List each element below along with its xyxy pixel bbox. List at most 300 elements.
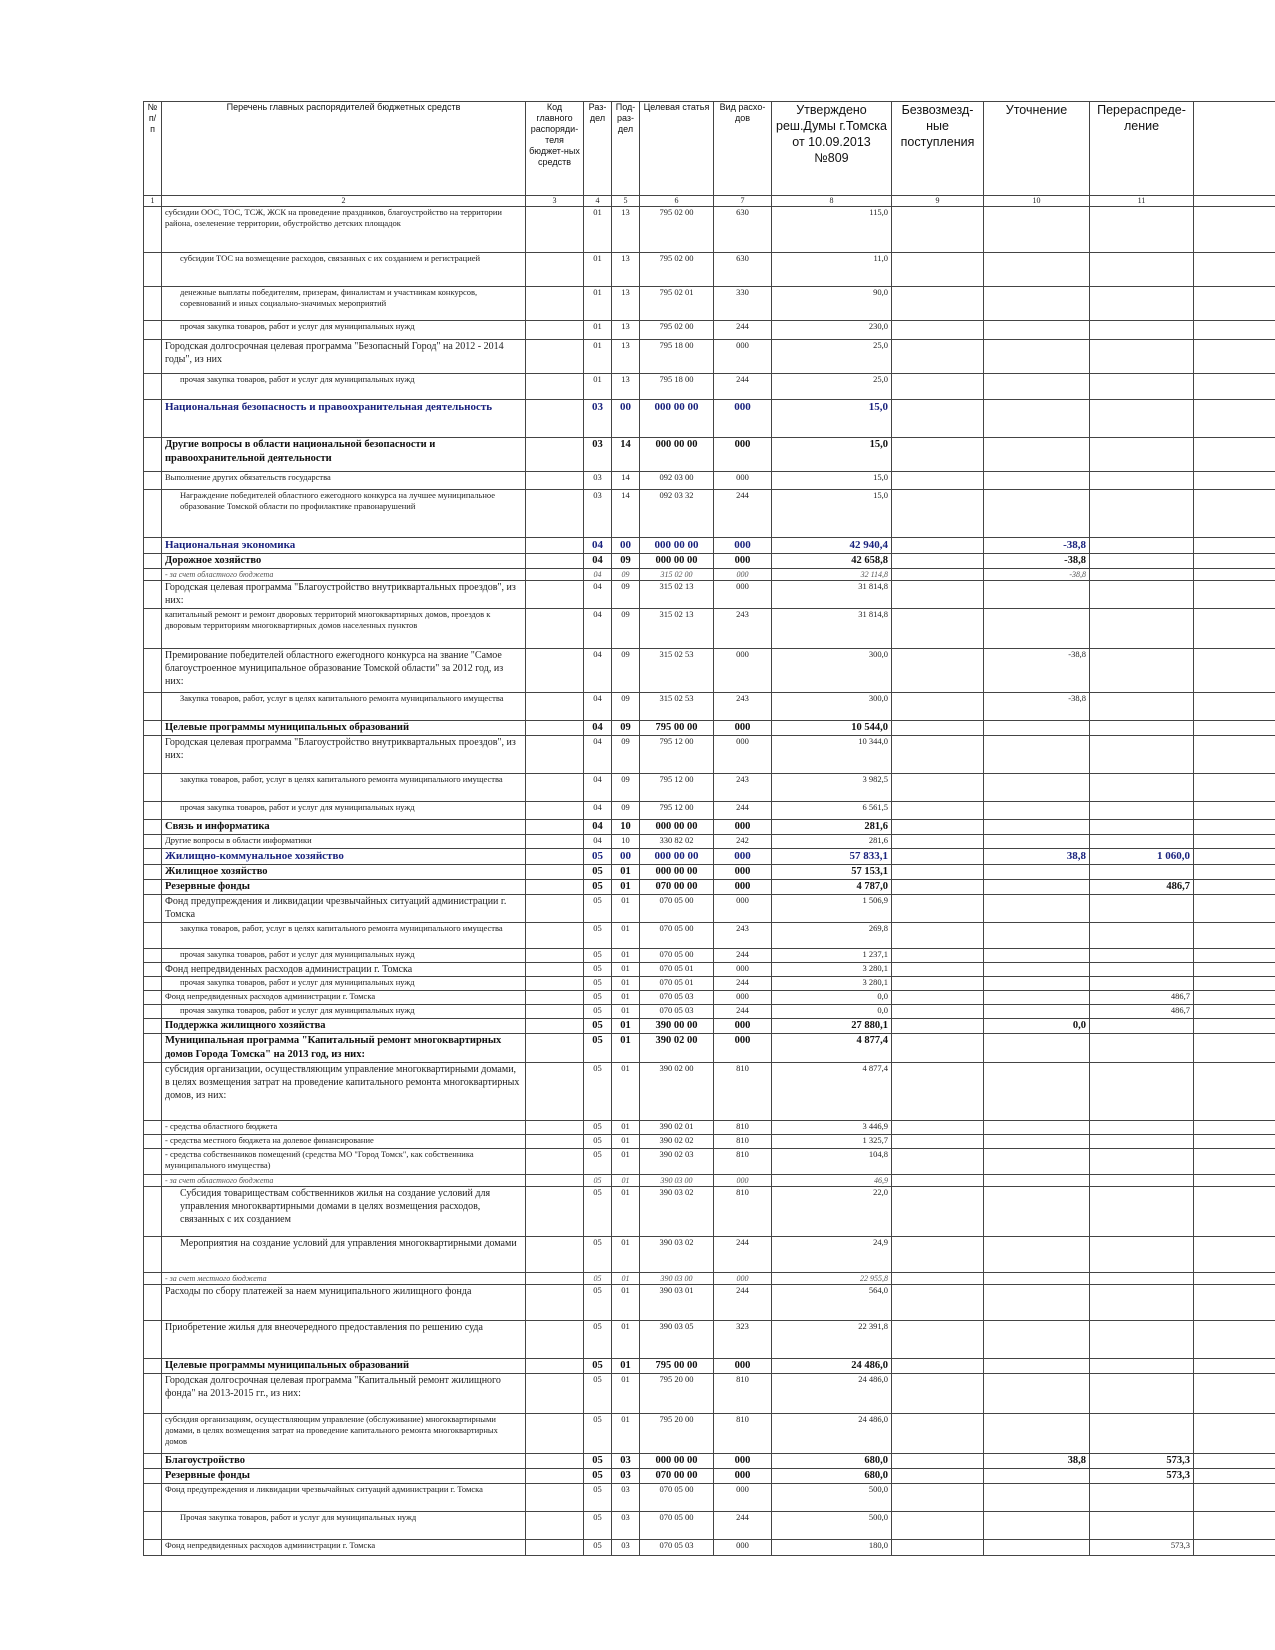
row-type: 000	[714, 1034, 772, 1063]
row-approved: 57 833,1	[772, 849, 892, 865]
row-razdel: 05	[584, 1187, 612, 1237]
row-approved: 46,9	[772, 1175, 892, 1187]
table-row	[144, 1540, 1275, 1556]
row-approved: 0,0	[772, 1005, 892, 1019]
row-empty	[1194, 400, 1275, 438]
col-num: 9	[892, 196, 984, 207]
row-razdel: 04	[584, 693, 612, 721]
row-podrazdel: 13	[612, 287, 640, 321]
row-razdel: 05	[584, 1121, 612, 1135]
row-empty	[1194, 1187, 1275, 1237]
row-free-receipts	[892, 1359, 984, 1374]
row-empty	[1194, 721, 1275, 736]
row-clarification	[984, 1374, 1090, 1414]
row-podrazdel: 03	[612, 1484, 640, 1512]
row-free-receipts	[892, 400, 984, 438]
row-empty	[144, 1237, 162, 1273]
row-free-receipts	[892, 693, 984, 721]
row-free-receipts	[892, 1175, 984, 1187]
row-redistribution	[1090, 581, 1194, 609]
row-razdel: 01	[584, 374, 612, 400]
row-clarification	[984, 490, 1090, 538]
row-empty	[144, 538, 162, 554]
row-free-receipts	[892, 1019, 984, 1034]
row-redistribution	[1090, 1484, 1194, 1512]
row-empty	[1194, 1414, 1275, 1454]
row-target: 390 02 01	[640, 1121, 714, 1135]
row-target: 070 00 00	[640, 1469, 714, 1484]
row-type: 810	[714, 1149, 772, 1175]
row-free-receipts	[892, 949, 984, 963]
row-target: 795 20 00	[640, 1414, 714, 1454]
row-empty	[1194, 820, 1275, 835]
table-row	[144, 1175, 1275, 1187]
row-name: - средства местного бюджета на долевое финансирование	[162, 1135, 526, 1149]
row-empty	[144, 340, 162, 374]
row-type: 000	[714, 1273, 772, 1285]
row-podrazdel: 01	[612, 923, 640, 949]
row-clarification	[984, 253, 1090, 287]
row-razdel: 04	[584, 649, 612, 693]
row-empty	[144, 1149, 162, 1175]
row-type: 244	[714, 490, 772, 538]
row-name: Резервные фонды	[162, 880, 526, 895]
row-approved: 300,0	[772, 649, 892, 693]
row-podrazdel: 01	[612, 1414, 640, 1454]
row-razdel: 01	[584, 287, 612, 321]
row-name: Субсидия товариществам собственников жилья на создание условий для управления многоквартирными домами в целях возмещения расходов, связанных с их созданием	[162, 1187, 526, 1237]
row-approved: 104,8	[772, 1149, 892, 1175]
row-empty	[1194, 991, 1275, 1005]
row-podrazdel: 14	[612, 438, 640, 472]
row-redistribution	[1090, 820, 1194, 835]
row-free-receipts	[892, 1063, 984, 1121]
row-target: 390 03 02	[640, 1237, 714, 1273]
row-empty	[144, 1034, 162, 1063]
table-row	[144, 820, 1275, 835]
row-razdel: 04	[584, 554, 612, 569]
row-clarification: -38,8	[984, 693, 1090, 721]
row-type: 244	[714, 374, 772, 400]
row-redistribution	[1090, 1121, 1194, 1135]
row-redistribution	[1090, 865, 1194, 880]
table-row	[144, 835, 1275, 849]
row-name: прочая закупка товаров, работ и услуг для муниципальных нужд	[162, 977, 526, 991]
table-row	[144, 321, 1275, 340]
row-podrazdel: 09	[612, 581, 640, 609]
row-name: Жилищно-коммунальное хозяйство	[162, 849, 526, 865]
row-clarification	[984, 374, 1090, 400]
row-podrazdel: 01	[612, 1175, 640, 1187]
header-redistribution: Перераспреде-ление	[1090, 102, 1194, 196]
table-row	[144, 538, 1275, 554]
row-razdel: 01	[584, 340, 612, 374]
row-clarification	[984, 1063, 1090, 1121]
row-target: 330 82 02	[640, 835, 714, 849]
table-row	[144, 569, 1275, 581]
row-name: субсидии ТОС на возмещение расходов, связанных с их созданием и регистрацией	[162, 253, 526, 287]
row-redistribution	[1090, 1273, 1194, 1285]
row-type: 000	[714, 1359, 772, 1374]
row-name: Поддержка жилищного хозяйства	[162, 1019, 526, 1034]
row-razdel: 05	[584, 895, 612, 923]
row-free-receipts	[892, 207, 984, 253]
row-approved: 6 561,5	[772, 802, 892, 820]
row-empty	[1194, 609, 1275, 649]
table-row	[144, 895, 1275, 923]
row-free-receipts	[892, 963, 984, 977]
row-empty	[1194, 554, 1275, 569]
row-type: 000	[714, 400, 772, 438]
row-podrazdel: 09	[612, 609, 640, 649]
row-podrazdel: 10	[612, 835, 640, 849]
row-code	[526, 207, 584, 253]
row-empty	[144, 774, 162, 802]
table-row	[144, 923, 1275, 949]
row-target: 315 02 00	[640, 569, 714, 581]
row-empty	[1194, 1484, 1275, 1512]
row-redistribution	[1090, 1237, 1194, 1273]
header-code: Код главного распоряди-теля бюджет-ных средств	[526, 102, 584, 196]
row-redistribution	[1090, 835, 1194, 849]
row-empty	[144, 736, 162, 774]
row-approved: 180,0	[772, 1540, 892, 1556]
row-code	[526, 895, 584, 923]
col-num: 2	[162, 196, 526, 207]
row-razdel: 05	[584, 1512, 612, 1540]
row-name: закупка товаров, работ, услуг в целях капитального ремонта муниципального имущества	[162, 923, 526, 949]
row-type: 000	[714, 538, 772, 554]
table-row	[144, 207, 1275, 253]
row-type: 243	[714, 923, 772, 949]
row-target: 000 00 00	[640, 554, 714, 569]
row-razdel: 05	[584, 949, 612, 963]
row-clarification	[984, 438, 1090, 472]
row-empty	[1194, 1469, 1275, 1484]
row-empty	[144, 472, 162, 490]
row-free-receipts	[892, 736, 984, 774]
table-row	[144, 802, 1275, 820]
row-type: 242	[714, 835, 772, 849]
table-row	[144, 1149, 1275, 1175]
table-row	[144, 1359, 1275, 1374]
row-empty	[1194, 1285, 1275, 1321]
row-empty	[1194, 1063, 1275, 1121]
row-free-receipts	[892, 253, 984, 287]
row-name: Жилищное хозяйство	[162, 865, 526, 880]
header-num: № п/п	[144, 102, 162, 196]
row-target: 000 00 00	[640, 400, 714, 438]
row-code	[526, 923, 584, 949]
row-type: 810	[714, 1121, 772, 1135]
row-podrazdel: 01	[612, 1019, 640, 1034]
row-redistribution	[1090, 963, 1194, 977]
table-row	[144, 1512, 1275, 1540]
row-razdel: 05	[584, 1237, 612, 1273]
row-clarification	[984, 1034, 1090, 1063]
table-row	[144, 1187, 1275, 1237]
header-extra	[1194, 102, 1275, 196]
row-empty	[144, 1414, 162, 1454]
row-free-receipts	[892, 1273, 984, 1285]
row-empty	[1194, 1175, 1275, 1187]
row-name: денежные выплаты победителям, призерам, финалистам и участникам конкурсов, соревнований и иных социально-значимых мероприятий	[162, 287, 526, 321]
row-code	[526, 865, 584, 880]
row-type: 000	[714, 865, 772, 880]
row-redistribution	[1090, 438, 1194, 472]
row-type: 000	[714, 849, 772, 865]
row-empty	[144, 849, 162, 865]
row-clarification	[984, 1273, 1090, 1285]
header-name: Перечень главных распорядителей бюджетных средств	[162, 102, 526, 196]
row-redistribution	[1090, 1512, 1194, 1540]
row-name: Благоустройство	[162, 1454, 526, 1469]
row-empty	[1194, 581, 1275, 609]
row-empty	[1194, 1149, 1275, 1175]
row-free-receipts	[892, 1469, 984, 1484]
row-redistribution	[1090, 1019, 1194, 1034]
row-razdel: 05	[584, 1135, 612, 1149]
row-clarification	[984, 1121, 1090, 1135]
row-empty	[144, 554, 162, 569]
row-free-receipts	[892, 977, 984, 991]
row-razdel: 05	[584, 1484, 612, 1512]
row-type: 810	[714, 1063, 772, 1121]
row-type: 243	[714, 693, 772, 721]
row-type: 243	[714, 774, 772, 802]
row-code	[526, 400, 584, 438]
row-redistribution	[1090, 1135, 1194, 1149]
row-name: Городская долгосрочная целевая программа "Капитальный ремонт жилищного фонда" на 2013-2015 гг., из них:	[162, 1374, 526, 1414]
row-redistribution: 573,3	[1090, 1454, 1194, 1469]
row-target: 000 00 00	[640, 438, 714, 472]
row-target: 070 05 00	[640, 1484, 714, 1512]
row-approved: 90,0	[772, 287, 892, 321]
row-empty	[144, 287, 162, 321]
row-podrazdel: 13	[612, 321, 640, 340]
row-razdel: 05	[584, 1454, 612, 1469]
row-free-receipts	[892, 895, 984, 923]
row-podrazdel: 09	[612, 736, 640, 774]
row-approved: 24 486,0	[772, 1374, 892, 1414]
row-clarification	[984, 1414, 1090, 1454]
row-target: 390 02 02	[640, 1135, 714, 1149]
row-clarification	[984, 1285, 1090, 1321]
row-type: 000	[714, 581, 772, 609]
row-type: 000	[714, 895, 772, 923]
row-empty	[1194, 880, 1275, 895]
row-target: 390 03 02	[640, 1187, 714, 1237]
row-code	[526, 472, 584, 490]
row-empty	[1194, 1273, 1275, 1285]
row-redistribution	[1090, 1414, 1194, 1454]
row-code	[526, 880, 584, 895]
row-code	[526, 1187, 584, 1237]
row-podrazdel: 03	[612, 1469, 640, 1484]
header-podrazdel: Под-раз-дел	[612, 102, 640, 196]
row-approved: 15,0	[772, 438, 892, 472]
row-code	[526, 1237, 584, 1273]
row-empty	[1194, 321, 1275, 340]
row-target: 070 05 00	[640, 923, 714, 949]
row-type: 244	[714, 1512, 772, 1540]
row-approved: 680,0	[772, 1454, 892, 1469]
row-razdel: 04	[584, 774, 612, 802]
row-name: Другие вопросы в области информатики	[162, 835, 526, 849]
row-free-receipts	[892, 1414, 984, 1454]
row-podrazdel: 09	[612, 721, 640, 736]
row-podrazdel: 01	[612, 865, 640, 880]
row-name: прочая закупка товаров, работ и услуг для муниципальных нужд	[162, 802, 526, 820]
row-redistribution	[1090, 321, 1194, 340]
row-razdel: 04	[584, 581, 612, 609]
row-target: 070 05 00	[640, 949, 714, 963]
row-clarification	[984, 472, 1090, 490]
row-empty	[144, 1273, 162, 1285]
table-row	[144, 340, 1275, 374]
row-code	[526, 802, 584, 820]
row-code	[526, 253, 584, 287]
row-code	[526, 1121, 584, 1135]
row-clarification	[984, 1135, 1090, 1149]
row-empty	[144, 649, 162, 693]
row-target: 795 20 00	[640, 1374, 714, 1414]
row-empty	[144, 991, 162, 1005]
row-code	[526, 438, 584, 472]
row-name: прочая закупка товаров, работ и услуг для муниципальных нужд	[162, 374, 526, 400]
row-name: Целевые программы муниципальных образований	[162, 1359, 526, 1374]
row-razdel: 03	[584, 400, 612, 438]
table-row	[144, 1454, 1275, 1469]
row-empty	[144, 207, 162, 253]
row-redistribution	[1090, 895, 1194, 923]
row-empty	[1194, 287, 1275, 321]
row-name: закупка товаров, работ, услуг в целях капитального ремонта муниципального имущества	[162, 774, 526, 802]
row-podrazdel: 00	[612, 400, 640, 438]
row-code	[526, 991, 584, 1005]
row-approved: 300,0	[772, 693, 892, 721]
row-target: 070 05 00	[640, 895, 714, 923]
header-type: Вид расхо-дов	[714, 102, 772, 196]
row-redistribution: 486,7	[1090, 1005, 1194, 1019]
row-type: 244	[714, 1237, 772, 1273]
row-free-receipts	[892, 1512, 984, 1540]
row-type: 244	[714, 977, 772, 991]
row-empty	[144, 1321, 162, 1359]
row-empty	[1194, 340, 1275, 374]
table-row	[144, 1135, 1275, 1149]
row-redistribution	[1090, 400, 1194, 438]
row-razdel: 04	[584, 736, 612, 774]
row-empty	[1194, 736, 1275, 774]
row-podrazdel: 03	[612, 1540, 640, 1556]
row-empty	[1194, 438, 1275, 472]
row-approved: 3 280,1	[772, 963, 892, 977]
row-name: Национальная экономика	[162, 538, 526, 554]
row-approved: 500,0	[772, 1484, 892, 1512]
row-approved: 3 982,5	[772, 774, 892, 802]
table-row	[144, 736, 1275, 774]
row-clarification	[984, 949, 1090, 963]
row-approved: 22 391,8	[772, 1321, 892, 1359]
row-razdel: 03	[584, 490, 612, 538]
table-row	[144, 1273, 1275, 1285]
table-row	[144, 1019, 1275, 1034]
row-clarification	[984, 287, 1090, 321]
row-free-receipts	[892, 1237, 984, 1273]
row-empty	[1194, 963, 1275, 977]
row-clarification	[984, 865, 1090, 880]
row-empty	[144, 400, 162, 438]
row-redistribution	[1090, 649, 1194, 693]
row-razdel: 05	[584, 1273, 612, 1285]
row-clarification	[984, 1005, 1090, 1019]
row-target: 795 02 01	[640, 287, 714, 321]
row-approved: 10 344,0	[772, 736, 892, 774]
row-approved: 115,0	[772, 207, 892, 253]
row-target: 390 00 00	[640, 1019, 714, 1034]
row-razdel: 05	[584, 1469, 612, 1484]
row-code	[526, 977, 584, 991]
row-target: 390 03 05	[640, 1321, 714, 1359]
row-target: 000 00 00	[640, 820, 714, 835]
row-clarification	[984, 835, 1090, 849]
row-name: прочая закупка товаров, работ и услуг для муниципальных нужд	[162, 1005, 526, 1019]
row-approved: 680,0	[772, 1469, 892, 1484]
row-redistribution	[1090, 609, 1194, 649]
row-podrazdel: 00	[612, 538, 640, 554]
row-type: 244	[714, 949, 772, 963]
header-clarification: Уточнение	[984, 102, 1090, 196]
row-razdel: 04	[584, 609, 612, 649]
row-clarification	[984, 400, 1090, 438]
table-row	[144, 400, 1275, 438]
row-razdel: 05	[584, 1175, 612, 1187]
row-empty	[1194, 1019, 1275, 1034]
row-empty	[1194, 1540, 1275, 1556]
row-free-receipts	[892, 923, 984, 949]
row-clarification	[984, 820, 1090, 835]
row-code	[526, 1135, 584, 1149]
row-redistribution	[1090, 1149, 1194, 1175]
row-name: Прочая закупка товаров, работ и услуг для муниципальных нужд	[162, 1512, 526, 1540]
row-code	[526, 1063, 584, 1121]
col-num: 6	[640, 196, 714, 207]
row-name: - средства областного бюджета	[162, 1121, 526, 1135]
row-approved: 1 506,9	[772, 895, 892, 923]
row-code	[526, 1321, 584, 1359]
table-row	[144, 949, 1275, 963]
row-type: 000	[714, 569, 772, 581]
row-redistribution	[1090, 490, 1194, 538]
row-razdel: 03	[584, 472, 612, 490]
row-empty	[144, 1019, 162, 1034]
row-empty	[144, 1469, 162, 1484]
row-empty	[1194, 977, 1275, 991]
row-code	[526, 374, 584, 400]
row-type: 000	[714, 649, 772, 693]
row-free-receipts	[892, 287, 984, 321]
row-clarification: -38,8	[984, 569, 1090, 581]
row-empty	[1194, 802, 1275, 820]
row-approved: 10 544,0	[772, 721, 892, 736]
row-clarification	[984, 1321, 1090, 1359]
row-approved: 22,0	[772, 1187, 892, 1237]
table-row	[144, 1414, 1275, 1454]
row-code	[526, 721, 584, 736]
row-clarification	[984, 880, 1090, 895]
row-free-receipts	[892, 1187, 984, 1237]
